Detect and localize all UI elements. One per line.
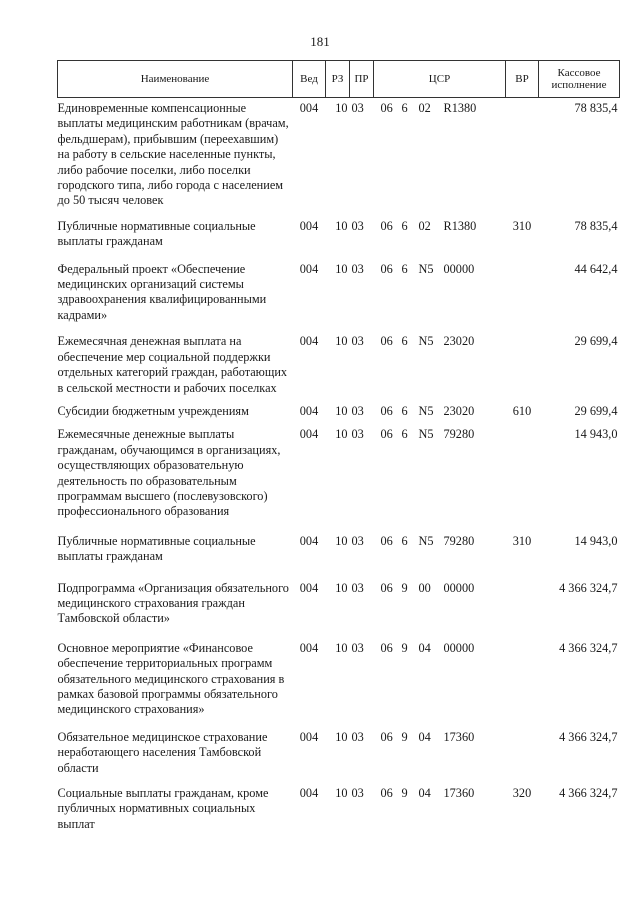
row-csr-part-2: 6	[401, 334, 408, 349]
row-csr-part-3: 02	[418, 218, 431, 233]
row-csr-part-2: 9	[401, 786, 408, 801]
row-rz: 10	[335, 403, 348, 418]
row-pr: 03	[351, 403, 364, 418]
row-rz: 10	[335, 218, 348, 233]
row-csr-part-3: 00	[418, 580, 431, 595]
row-pr: 03	[351, 786, 364, 801]
row-csr-part-2: 6	[401, 427, 408, 442]
row-csr	[374, 633, 506, 724]
row-vr	[506, 329, 539, 402]
row-rz: 10	[335, 786, 348, 801]
row-name: Публичные нормативные социальные выплаты гражданам	[57, 218, 256, 249]
row-csr-part-3: 04	[418, 640, 431, 655]
row-pr: 03	[351, 334, 364, 349]
row-csr-part-1: 06	[380, 580, 393, 595]
row-sum: 4 366 324,7	[559, 729, 618, 744]
row-sum: 78 835,4	[574, 101, 618, 115]
row-csr-part-3: N5	[418, 533, 434, 548]
row-sum: 4 366 324,7	[559, 640, 618, 655]
budget-execution-table	[57, 60, 620, 838]
row-ved: 004	[299, 101, 319, 115]
row-csr-part-1: 06	[380, 403, 393, 418]
row-csr-part-4: 17360	[443, 729, 475, 744]
row-sum: 78 835,4	[574, 218, 618, 233]
row-vr	[506, 425, 539, 525]
row-vr: 610	[512, 403, 532, 418]
row-vr: 320	[512, 786, 532, 801]
row-ved: 004	[299, 729, 319, 744]
page-number: 181	[310, 34, 330, 49]
row-vr	[506, 98, 539, 215]
row-sum: 4 366 324,7	[559, 580, 618, 595]
table-row	[58, 526, 620, 571]
row-rz: 10	[335, 427, 348, 442]
row-rz: 10	[335, 101, 348, 115]
row-csr-part-3: 04	[418, 786, 431, 801]
table-row	[58, 98, 620, 215]
row-csr	[374, 329, 506, 402]
table-row	[58, 782, 620, 838]
row-name: Основное мероприятие «Финансовое обеспечение территориальных программ обязательного медицинского страхования в рамках базовой программы обязательного медицинского страхования»	[57, 640, 285, 717]
row-name: Публичные нормативные социальные выплаты гражданам	[57, 533, 256, 564]
row-rz: 10	[335, 729, 348, 744]
row-csr	[374, 425, 506, 525]
row-csr	[374, 215, 506, 256]
row-csr-part-3: N5	[418, 403, 434, 418]
row-csr-part-2: 6	[401, 261, 408, 276]
row-csr-part-3: 04	[418, 729, 431, 744]
row-csr-part-2: 9	[401, 729, 408, 744]
header-rz: РЗ	[326, 61, 350, 98]
row-csr-part-1: 06	[380, 533, 393, 548]
row-csr-part-4: 23020	[443, 334, 475, 349]
row-csr	[374, 571, 506, 633]
row-ved: 004	[299, 786, 319, 801]
table-header-row	[58, 61, 620, 98]
table-row	[58, 329, 620, 402]
row-csr-part-3: N5	[418, 427, 434, 442]
row-csr-part-2: 6	[401, 101, 408, 115]
row-rz: 10	[335, 334, 348, 349]
row-csr-part-1: 06	[380, 218, 393, 233]
header-name: Наименование	[58, 61, 293, 98]
row-csr-part-1: 06	[380, 427, 393, 442]
row-rz: 10	[335, 640, 348, 655]
table-row	[58, 633, 620, 724]
row-csr-part-2: 6	[401, 218, 408, 233]
row-ved: 004	[299, 403, 319, 418]
header-csr: ЦСР	[374, 61, 506, 98]
row-csr-part-3: N5	[418, 334, 434, 349]
row-sum: 29 699,4	[574, 334, 618, 349]
row-csr	[374, 526, 506, 571]
row-csr-part-4: 79280	[443, 427, 475, 442]
row-name: Ежемесячные денежные выплаты гражданам, обучающимся в организациях, осуществляющих образовательную деятельность по образовательным программам высшего (послевузовского) профессионального образования	[57, 427, 281, 519]
row-csr-part-2: 9	[401, 640, 408, 655]
row-csr-part-1: 06	[380, 334, 393, 349]
row-name: Единовременные компенсационные выплаты медицинским работникам (врачам, фельдшерам), прибывшим (переехавшим) на работу в сельские населенные пункты, либо рабочие поселки, либо поселки городского типа, либо города с населением до 50 тысяч человек	[57, 101, 289, 208]
row-pr: 03	[351, 218, 364, 233]
table-row	[58, 724, 620, 782]
row-name: Подпрограмма «Организация обязательного медицинского страхования граждан Тамбовской области»	[57, 580, 289, 626]
row-rz: 10	[335, 580, 348, 595]
row-csr-part-1: 06	[380, 101, 393, 115]
row-vr	[506, 256, 539, 330]
header-ved: Вед	[293, 61, 326, 98]
row-csr-part-4: R1380	[443, 218, 477, 233]
row-pr: 03	[351, 640, 364, 655]
row-rz: 10	[335, 261, 348, 276]
row-csr-part-3: N5	[418, 261, 434, 276]
row-csr-part-4: 00000	[443, 640, 475, 655]
row-csr	[374, 98, 506, 215]
row-csr	[374, 724, 506, 782]
row-csr-part-4: 17360	[443, 786, 475, 801]
row-csr	[374, 782, 506, 838]
row-csr-part-4: 23020	[443, 403, 475, 418]
row-pr: 03	[351, 101, 364, 115]
row-ved: 004	[299, 640, 319, 655]
row-sum: 14 943,0	[574, 533, 618, 548]
row-csr-part-4: 79280	[443, 533, 475, 548]
row-ved: 004	[299, 218, 319, 233]
row-name: Федеральный проект «Обеспечение медицинских организаций системы здравоохранения квалифицированными кадрами»	[57, 261, 267, 322]
row-ved: 004	[299, 580, 319, 595]
row-pr: 03	[351, 729, 364, 744]
row-csr-part-2: 6	[401, 403, 408, 418]
header-sum: Кассовое исполнение	[539, 61, 620, 98]
row-name: Ежемесячная денежная выплата на обеспечение мер социальной поддержки отдельных категорий граждан, работающих в сельской местности и рабочих поселках	[57, 334, 288, 395]
row-csr	[374, 256, 506, 330]
row-vr: 310	[512, 533, 532, 548]
row-sum: 4 366 324,7	[559, 786, 618, 801]
row-name: Субсидии бюджетным учреждениям	[57, 403, 249, 418]
row-vr: 310	[512, 218, 532, 233]
row-csr-part-1: 06	[380, 640, 393, 655]
header-vr: ВР	[506, 61, 539, 98]
row-ved: 004	[299, 533, 319, 548]
row-rz: 10	[335, 533, 348, 548]
row-csr-part-1: 06	[380, 729, 393, 744]
row-pr: 03	[351, 580, 364, 595]
row-sum: 14 943,0	[574, 427, 618, 442]
table-row	[58, 425, 620, 525]
row-csr-part-2: 6	[401, 533, 408, 548]
row-csr-part-2: 9	[401, 580, 408, 595]
row-csr-part-4: 00000	[443, 580, 475, 595]
row-pr: 03	[351, 533, 364, 548]
row-ved: 004	[299, 334, 319, 349]
row-csr	[374, 402, 506, 425]
row-pr: 03	[351, 427, 364, 442]
row-name: Социальные выплаты гражданам, кроме публичных нормативных социальных выплат	[57, 786, 269, 831]
row-csr-part-1: 06	[380, 261, 393, 276]
row-sum: 29 699,4	[574, 403, 618, 418]
row-ved: 004	[299, 427, 319, 442]
row-vr	[506, 571, 539, 633]
table-row	[58, 256, 620, 330]
table-row	[58, 571, 620, 633]
row-csr-part-1: 06	[380, 786, 393, 801]
row-name: Обязательное медицинское страхование неработающего населения Тамбовской области	[57, 729, 268, 775]
header-pr: ПР	[350, 61, 374, 98]
table-row	[58, 402, 620, 425]
row-csr-part-3: 02	[418, 101, 431, 115]
row-sum: 44 642,4	[574, 261, 618, 276]
row-csr-part-4: 00000	[443, 261, 475, 276]
row-csr-part-4: R1380	[443, 101, 477, 115]
table-row	[58, 215, 620, 256]
row-vr	[506, 633, 539, 724]
row-pr: 03	[351, 261, 364, 276]
row-vr	[506, 724, 539, 782]
row-ved: 004	[299, 261, 319, 276]
